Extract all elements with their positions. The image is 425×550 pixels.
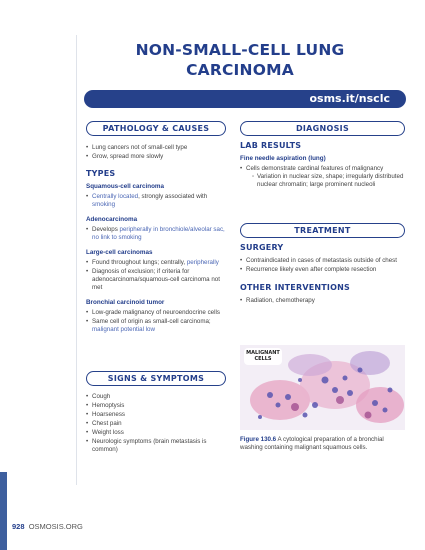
types-heading: TYPES <box>86 169 116 178</box>
side-accent-bar <box>0 472 7 550</box>
intro-list <box>86 144 230 161</box>
page-title: NON-SMALL-CELL LUNG CARCINOMA <box>135 41 345 79</box>
right-column-diagnosis <box>240 142 405 190</box>
surgery-heading: SURGERY <box>240 243 284 252</box>
signs-list <box>86 393 230 454</box>
page-number: 928 <box>12 522 25 531</box>
list-item: • Hoarseness <box>86 411 230 419</box>
figure-caption: Figure 130.6 A cytological preparation of a bronchial washing containing malignant squamous cells. <box>240 436 384 451</box>
list-item: • Develops peripherally in bronchiole/alveolar sac, no link to smoking <box>86 226 230 242</box>
page-footer <box>12 522 83 531</box>
list-item: • Cough <box>86 393 230 401</box>
other-interventions-heading: OTHER INTERVENTIONS <box>240 283 350 292</box>
adeno-title: Adenocarcinoma <box>86 216 138 223</box>
url-link[interactable]: osms.it/nsclc <box>309 92 390 105</box>
list-item: • Neurologic symptoms (brain metastasis is common) <box>86 438 230 454</box>
fna-title: Fine needle aspiration (lung) <box>240 155 326 162</box>
list-item: • Recurrence likely even after complete resection <box>240 266 405 274</box>
list-item: • Weight loss <box>86 429 230 437</box>
list-item: • Centrally located, strongly associated with smoking <box>86 193 230 209</box>
squamous-title: Squamous-cell carcinoma <box>86 183 165 190</box>
gutter-divider <box>76 35 77 485</box>
footer-site[interactable]: OSMOSIS.ORG <box>28 522 83 531</box>
signs-heading: SIGNS & SYMPTOMS <box>86 371 226 386</box>
list-item: • Grow, spread more slowly <box>86 153 230 161</box>
pathology-heading: PATHOLOGY & CAUSES <box>86 121 226 136</box>
list-item: ◦ Variation in nuclear size, shape; irregularly distributed nuclear chromatin; large prominent nucleoli <box>252 173 405 189</box>
list-item: • Same cell of origin as small-cell carcinoma; malignant potential low <box>86 318 230 334</box>
signs-column <box>86 393 230 455</box>
right-column-treatment <box>240 244 405 306</box>
url-banner <box>84 90 406 108</box>
left-column <box>86 144 230 335</box>
list-item: • Found throughout lungs; centrally, peripherally <box>86 259 230 267</box>
list-item: • Radiation, chemotherapy <box>240 297 405 305</box>
large-cell-title: Large-cell carcinomas <box>86 249 153 256</box>
list-item: • Hemoptysis <box>86 402 230 410</box>
carcinoid-title: Bronchial carcinoid tumor <box>86 299 165 306</box>
list-item: • Cells demonstrate cardinal features of malignancy ◦ Variation in nuclear size, shape; irregularly distributed nuclear chromatin; large prominent nucleoli <box>240 165 405 189</box>
lab-results-heading: LAB RESULTS <box>240 141 302 150</box>
list-item: • Diagnosis of exclusion; if criteria for adenocarcinoma/squamous-cell carcinoma not met <box>86 268 230 292</box>
figure-label: MALIGNANT CELLS <box>244 348 282 365</box>
diagnosis-heading: DIAGNOSIS <box>240 121 405 136</box>
list-item: • Low-grade malignancy of neuroendocrine cells <box>86 309 230 317</box>
list-item: • Contraindicated in cases of metastasis outside of chest <box>240 257 405 265</box>
list-item: • Chest pain <box>86 420 230 428</box>
treatment-heading: TREATMENT <box>240 223 405 238</box>
list-item: • Lung cancers not of small-cell type <box>86 144 230 152</box>
